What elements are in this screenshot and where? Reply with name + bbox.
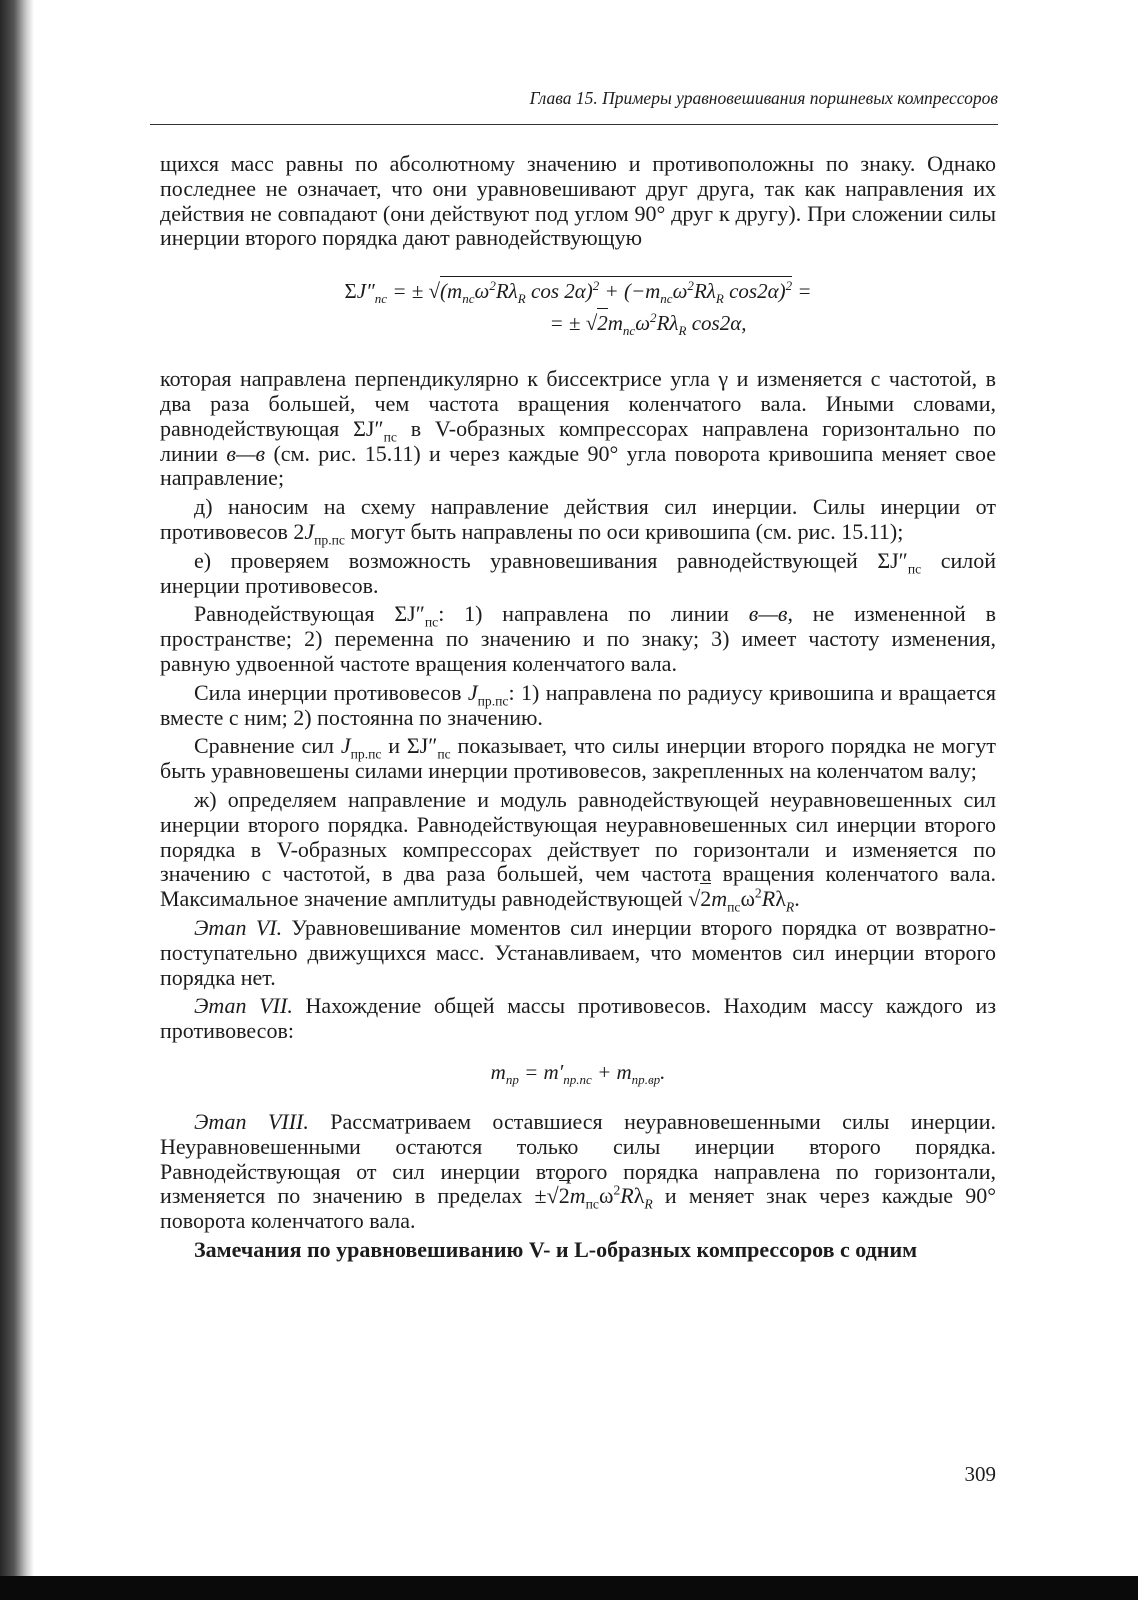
formula-line-1: $\Sigma J''_{пс}$ = ± $√(m_{пс}\omega^2R\lambda_R$ $\cos 2\alpha)^2 + (-m_{пс}\omega^2R\lambda_R$ cos2α)$^2$ = [344, 278, 812, 307]
paragraph-7: Сравнение сил $J_{пр.пс}$ и $\Sigma J''_{пс}$ показывает, что силы инерции второго порядка не могут быть уравновешены силами инерции противовесов, закрепленных на коленчатом валу; [160, 733, 996, 784]
running-header: Глава 15. Примеры уравновешивания поршневых компрессоров [529, 88, 998, 108]
header-rule [150, 124, 998, 125]
paragraph-stage-7: Этап VII. Нахождение общей массы противовесов. Находим массу каждого из противовесов: [160, 993, 997, 1044]
paragraph-stage-6: Этап VI. Уравновешивание моментов сил инерции второго порядка от возвратно-поступательно движущихся масс. Устанавливаем, что моментов сил инерции второго порядка нет. [160, 914, 997, 990]
paragraph-2: которая направлена перпендикулярно к биссектрисе угла γ и изменяется с частотой, в два раза большей, чем частота вращения коленчатого вала. Иными словами, равнодействующая $\Sigma J''_{пс}$ в V-образных компрессорах направлена горизонтально по линии в—в (см. рис. 15.11) и через каждые 90° угла поворота кривошипа меняет свое направление; [160, 366, 997, 491]
page-body [160, 152, 996, 1263]
section-heading-remarks: Замечания по уравновешиванию V- и L-образных компрессоров с одним [194, 1236, 918, 1262]
formula-counterweight-mass: $m_{пр} = m'_{пр.пс} + m_{пр.вр}$. [490, 1059, 666, 1088]
paragraph-stage-8: Этап VIII. Рассматриваем оставшиеся неуравновешенными силы инерции. Неуравновешенными остаются только силы инерции второго порядка. Равнодействующая от сил инерции второго порядка направлена по горизонтали, изменяется по значению в пределах $\pm√2m_{пс}\omega^2R\lambda_R$ и меняет знак через каждые 90° поворота коленчатого вала. [160, 1108, 996, 1234]
paragraph-6: Сила инерции противовесов $J_{пр.пс}$: 1) направлена по радиусу кривошипа и вращается вместе с ним; 2) постоянна по значению. [160, 679, 996, 730]
scan-binding-shadow [0, 0, 34, 1600]
paragraph-1: щихся масс равны по абсолютному значению и противоположны по знаку. Однако последнее не означает, что они уравновешивают друг друга, так как направления их действия не совпадают (они действуют под углом 90° друг к другу). При сложении силы инерции второго порядка дают равнодействующую [160, 151, 996, 251]
formula-line-2: = ± $√2m_{пс}\omega^2R\lambda_R$ cos2α, [549, 310, 747, 339]
paragraph-5: Равнодействующая $\Sigma J''_{пс}$: 1) направлена по линии в—в, не измененной в пространстве; 2) переменна по значению и по знаку; 3) имеет частоту изменения, равную удвоенной частоте вращения коленчатого вала. [160, 601, 997, 676]
paragraph-3: д) наносим на схему направление действия сил инерции. Силы инерции от противовесов $2J_{пр.пс}$ могут быть направлены по оси кривошипа (см. рис. 15.11); [160, 494, 996, 548]
page-number: 309 [964, 1462, 996, 1486]
paragraph-8: ж) определяем направление и модуль равнодействующей неуравновешенных сил инерции второго порядка. Равнодействующая неуравновешенных сил инерции второго порядка в V-образных компрессорах действует по горизонтали и изменяется по значению с частотой, в два раза большей, чем частота вращения коленчатого вала. Максимальное значение амплитуды равнодействующей $√2m_{пс}\omega^2R\lambda_R$. [160, 786, 996, 915]
scan-bottom-edge [0, 1576, 1138, 1600]
paragraph-4: е) проверяем возможность уравновешивания равнодействующей $\Sigma J''_{пс}$ силой инерции противовесов. [160, 547, 996, 598]
formula-resultant [160, 275, 996, 339]
